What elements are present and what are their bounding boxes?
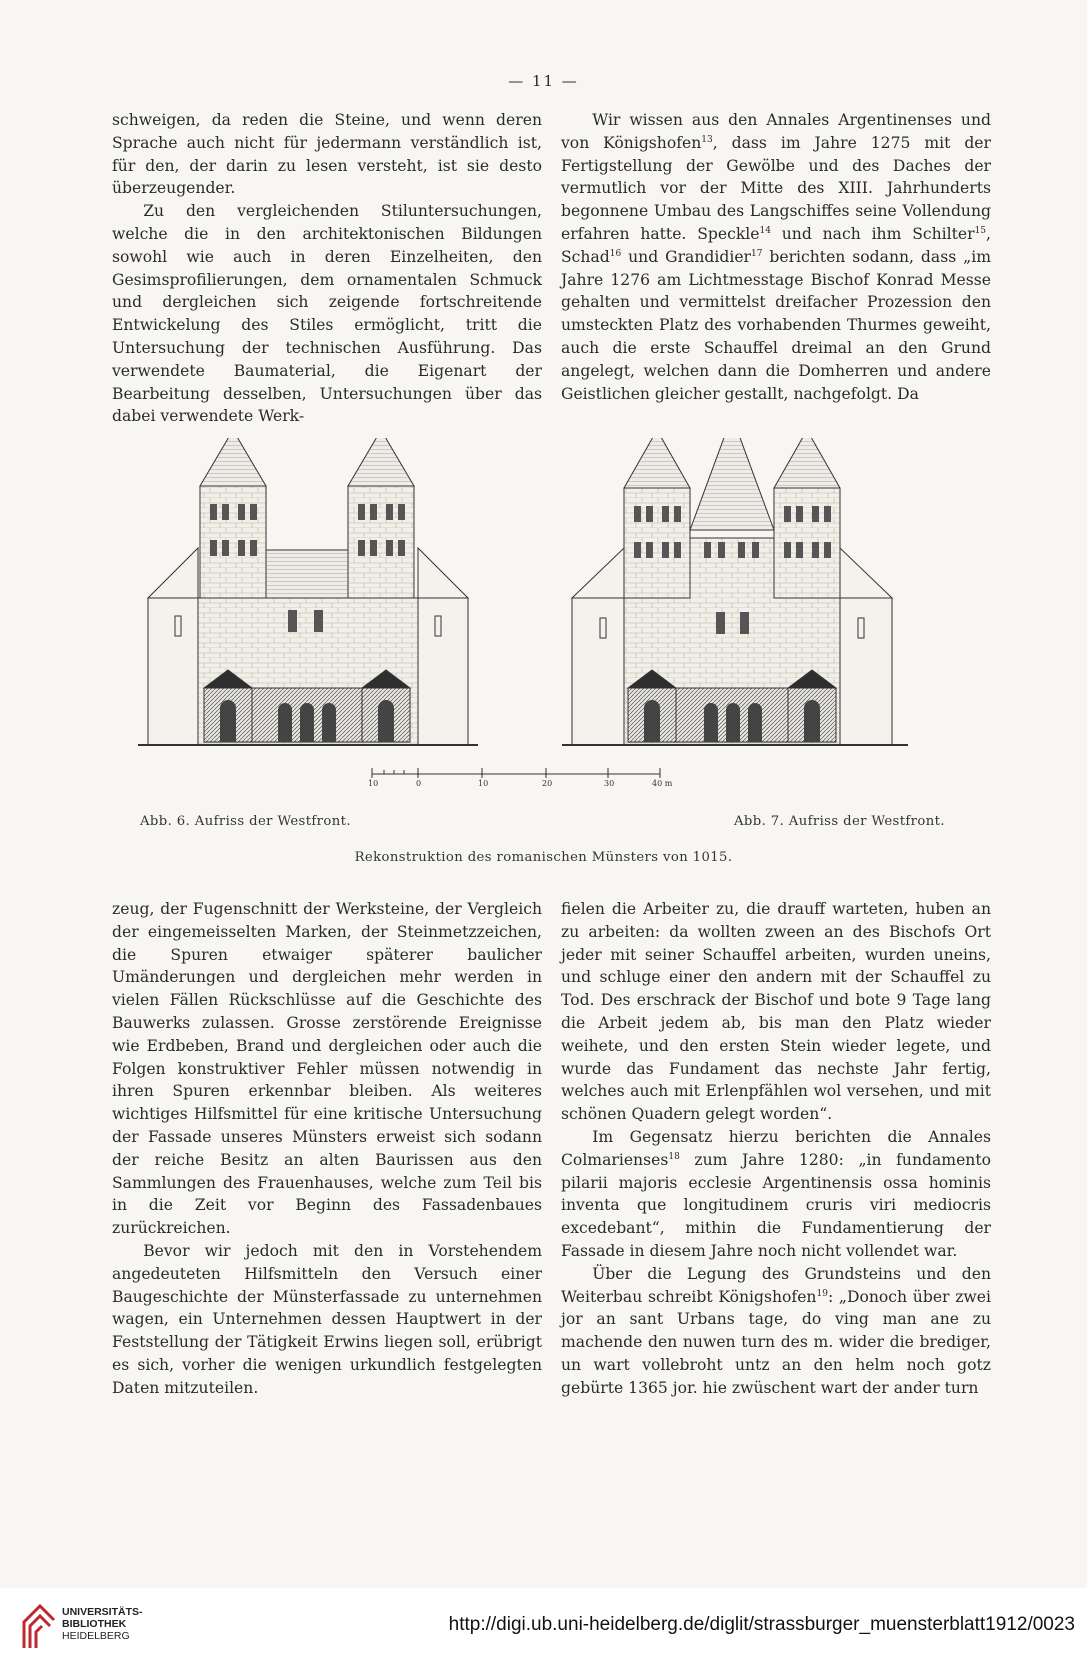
footer-bar	[0, 1588, 1087, 1666]
footnote-ref-15: 15	[974, 225, 987, 236]
scale-label: 30	[604, 779, 615, 788]
scale-label: 10	[478, 779, 489, 788]
scale-label: 40 m	[652, 779, 673, 788]
library-logo-icon	[20, 1602, 58, 1652]
footnote-ref-13: 13	[701, 134, 713, 145]
library-name-line: UNIVERSITÄTS-	[62, 1606, 143, 1618]
text-span: berichten sodann, dass „im Jahre 1276 am Lichtmesstage Bischof Konrad Messe gehalten und vermittelst dreifacher Prozession den umsteckten Platz des vorhabenden Thurmes geweiht, auch die erste Schauffel dreimal an den Grund angelegt, welchen dann die Domherren und andere Geistlichen gleicher gestallt, nachgefolgt. Da	[561, 247, 991, 403]
figure-caption-main: Rekonstruktion des romanischen Münsters von 1015.	[354, 850, 733, 865]
text-span: , dass im Jahre 1275 mit der Fertigstellung der Gewölbe und des Daches der vermutlich vor der Mitte des XIII. Jahrhunderts begonnene Umbau des Langschiffes seine Vollendung erfahren hatte. Speckle	[561, 133, 991, 243]
footnote-ref-16: 16	[609, 248, 622, 259]
figure-westfront-elevations	[138, 438, 968, 788]
text-span: und Grandidier	[621, 247, 751, 266]
text-span: Im Gegensatz hierzu berichten die Annales Colmarienses	[561, 1127, 991, 1169]
text-span: : „Donoch über zwei jor an sant Urbans tage, do ving man ane zu machende den nuwen turn des m. wider die brediger, un wart vollebroht untz an den helm noch gotz gebürte 1365 jor. hie zwüschent wart der ander turn	[561, 1287, 991, 1397]
text-span: Wir wissen aus den Annales Argentinenses und von Königshofen	[561, 111, 991, 152]
text-span: , Schad	[561, 224, 991, 266]
scale-label: 10	[368, 779, 379, 788]
page-number: — 11 —	[508, 72, 579, 90]
text-span: zum Jahre 1280: „in fundamento pilarii majoris ecclesie Argentinensis ossa hominis inventa que longitudinem cruris viri mediocris excedebant“, mithin die Fundamentierung der Fassade in diesem Jahre noch nicht vollendet war.	[561, 1150, 991, 1260]
column-top-right	[561, 109, 991, 405]
footnote-ref-14: 14	[759, 225, 771, 236]
paragraph	[561, 1126, 991, 1263]
library-name-line: BIBLIOTHEK	[62, 1618, 127, 1630]
library-name	[62, 1606, 143, 1642]
figure-caption-abb-7: Abb. 7. Aufriss der Westfront.	[734, 814, 945, 829]
scale-label: 20	[542, 779, 553, 788]
column-top-left	[112, 109, 542, 428]
elevation-abb-6	[138, 438, 478, 745]
library-name-line: HEIDELBERG	[62, 1630, 130, 1642]
source-url-link[interactable]: http://digi.ub.uni-heidelberg.de/diglit/strassburger_muensterblatt1912/0023	[448, 1614, 1075, 1635]
paragraph	[561, 109, 991, 405]
elevation-abb-7	[562, 438, 908, 745]
paragraph: zeug, der Fugenschnitt der Werksteine, der Vergleich der eingemeisselten Marken, der Steinmetzzeichen, die Spuren etwaiger späterer baulicher Umänderungen und dergleichen mehr werden in vielen Fällen Rückschlüsse auf die Geschichte des Bauwerks zulassen. Grosse zerstörende Ereignisse wie Erdbeben, Brand und dergleichen oder auch die Folgen konstruktiver Fehler müssen notwendig in ihren Spuren erkennbar bleiben. Als weiteres wichtiges Hilfsmittel für eine kritische Untersuchung der Fassade unseres Münsters erweist sich sodann der reiche Besitz an alten Baurissen aus den Sammlungen des Frauenhauses, welche zum Teil bis in die Zeit vor Beginn des Fassadenbaues zurückreichen.	[112, 900, 542, 1238]
footnote-ref-18: 18	[668, 1151, 680, 1162]
footnote-ref-17: 17	[751, 248, 763, 259]
figure-caption-abb-6: Abb. 6. Aufriss der Westfront.	[140, 814, 351, 829]
paragraph: fielen die Arbeiter zu, die drauff warteten, huben an zu arbeiten: da wollten zween an des Bischofs Ort jeder mit seiner Schauffel arbeiten, wurden uneins, und schluge einer den andern mit der Schauffel zu Tod. Des erschrack der Bischof und bote 9 Tage lang die Arbeit jedem ab, bis man den Platz wieder weihete, und den ersten Stein wieder legete, und wurde das Fundament das nechste Jahr fertig, welches auch mit Erlenpfählen wol versehen, und mit schönen Quadern gelegt worden“.	[561, 900, 991, 1124]
paragraph: Zu den vergleichenden Stiluntersuchungen, welche die in den architektonischen Bildungen sowohl wie auch in deren Einzelheiten, den Gesimsprofilierungen, dem ornamentalen Schmuck und dergleichen sich zeigende fortschreitende Entwickelung des Stiles ermöglicht, tritt die Untersuchung der technischen Ausführung. Das verwendete Baumaterial, die Eigenart der Bearbeitung desselben, Untersuchungen über das dabei verwendete Werk-	[112, 202, 542, 426]
column-bottom-left	[112, 898, 542, 1400]
scale-label: 0	[416, 779, 422, 788]
paragraph: schweigen, da reden die Steine, und wenn deren Sprache auch nicht für jedermann verständlich ist, für den, der darin zu lesen versteht, ist sie desto überzeugender.	[112, 111, 542, 198]
text-span: und nach ihm Schilter	[770, 224, 975, 243]
scale-bar	[372, 768, 660, 778]
paragraph: Bevor wir jedoch mit den in Vorstehendem angedeuteten Hilfsmitteln den Versuch einer Baugeschichte der Münsterfassade zu unternehmen wagen, ein Unternehmen dessen Hauptwert in der Feststellung der Tätigkeit Erwins liegen soll, erübrigt es sich, vorher die wenigen urkundlich festgelegten Daten mitzuteilen.	[112, 1241, 542, 1397]
text-span: Über die Legung des Grundsteins und den Weiterbau schreibt Königshofen	[561, 1264, 991, 1306]
elevation-drawings	[138, 438, 968, 788]
column-bottom-right	[561, 898, 991, 1400]
paragraph	[561, 1263, 991, 1400]
footnote-ref-19: 19	[816, 1288, 828, 1299]
